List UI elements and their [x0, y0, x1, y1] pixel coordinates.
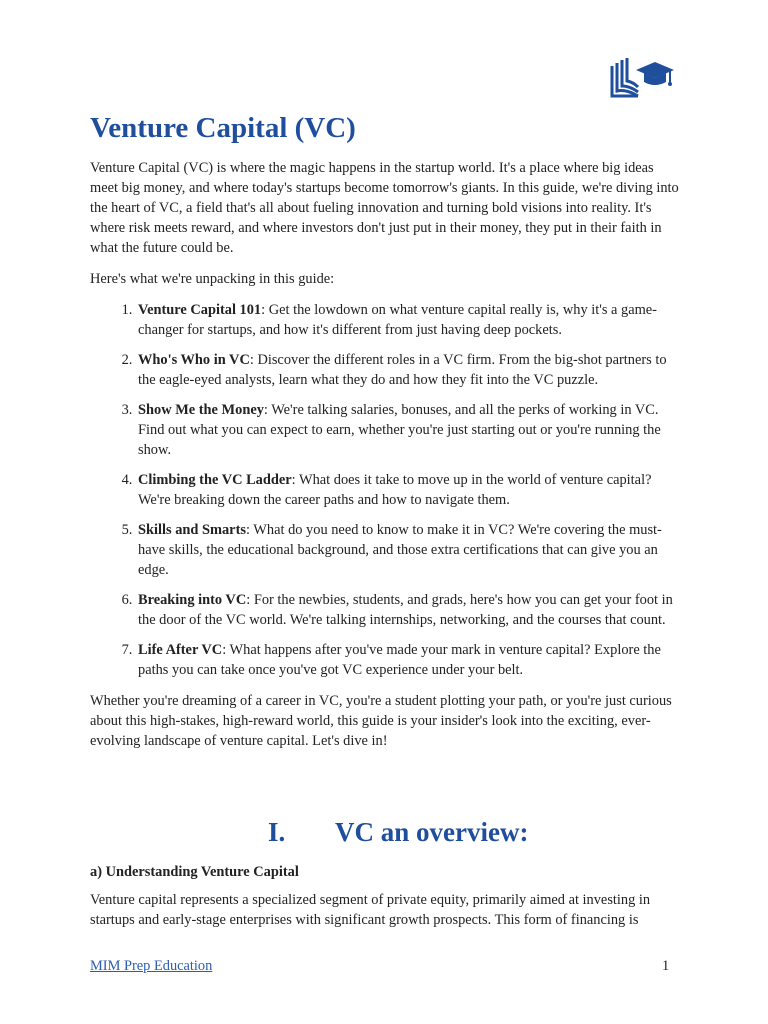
- list-item-term: Show Me the Money: [138, 402, 264, 418]
- section-number: I.: [268, 817, 286, 847]
- intro-content: [90, 158, 680, 762]
- list-item: [136, 400, 680, 460]
- list-item-term: Breaking into VC: [138, 592, 247, 608]
- list-item-text: : For the newbies, students, and grads, here's how you can get your foot in the door of the VC world. We're talking internships, networking, and the courses that count.: [138, 592, 673, 628]
- subsection-title: a) Understanding Venture Capital: [90, 864, 299, 880]
- list-item: [136, 350, 680, 390]
- intro-paragraph: Venture Capital (VC) is where the magic happens in the startup world. It's a place where big ideas meet big money, and where today's startups become tomorrow's giants. In this guide, we're diving into the heart of VC, a field that's all about fueling innovation and turning bold visions into reality. It's where risk meets reward, and where investors don't just put in their money, they put in their faith in what the future could be.: [90, 160, 679, 256]
- section-title: VC an overview:: [335, 817, 529, 847]
- list-item-term: Who's Who in VC: [138, 352, 250, 368]
- guide-topics-list: [90, 300, 680, 680]
- page-number: 1: [662, 958, 670, 974]
- list-item-text: : What do you need to know to make it in VC? We're covering the must-have skills, the educational background, and those extra certifications that can give you an edge.: [138, 522, 662, 578]
- list-item-term: Climbing the VC Ladder: [138, 472, 292, 488]
- list-item-text: : Get the lowdown on what venture capital really is, why it's a game-changer for startups, and how it's different from just having deep pockets.: [138, 302, 657, 338]
- footer-link[interactable]: MIM Prep Education: [90, 958, 213, 974]
- subsection-paragraph: Venture capital represents a specialized segment of private equity, primarily aimed at investing in startups and early-stage enterprises with significant growth prospects. This form of financing is: [90, 892, 651, 928]
- list-item-term: Skills and Smarts: [138, 522, 246, 538]
- list-intro: Here's what we're unpacking in this guide:: [90, 271, 335, 287]
- list-item: [136, 300, 680, 340]
- document-title: Venture Capital (VC): [90, 112, 356, 144]
- book-graduation-cap-icon: [608, 56, 674, 100]
- list-item-text: : Discover the different roles in a VC firm. From the big-shot partners to the eagle-eyed analysts, learn what they do and how they fit into the VC puzzle.: [138, 352, 667, 388]
- closing-paragraph: Whether you're dreaming of a career in VC, you're a student plotting your path, or you're just curious about this high-stakes, high-reward world, this guide is your insider's look into the exciting, ever-evolving landscape of venture capital. Let's dive in!: [90, 693, 672, 749]
- list-item-term: Venture Capital 101: [138, 302, 262, 318]
- list-item-text: : We're talking salaries, bonuses, and all the perks of working in VC. Find out what you can expect to earn, whether you're just starting out or you're running the show.: [138, 402, 661, 458]
- list-item: [136, 640, 680, 680]
- list-item-text: : What does it take to move up in the world of venture capital? We're breaking down the career paths and how to navigate them.: [138, 472, 652, 508]
- list-item: [136, 590, 680, 630]
- list-item: [136, 520, 680, 580]
- list-item: [136, 470, 680, 510]
- list-item-text: : What happens after you've made your mark in venture capital? Explore the paths you can take once you've got VC experience under your belt.: [138, 642, 661, 678]
- section-heading: [90, 814, 680, 854]
- list-item-term: Life After VC: [138, 642, 223, 658]
